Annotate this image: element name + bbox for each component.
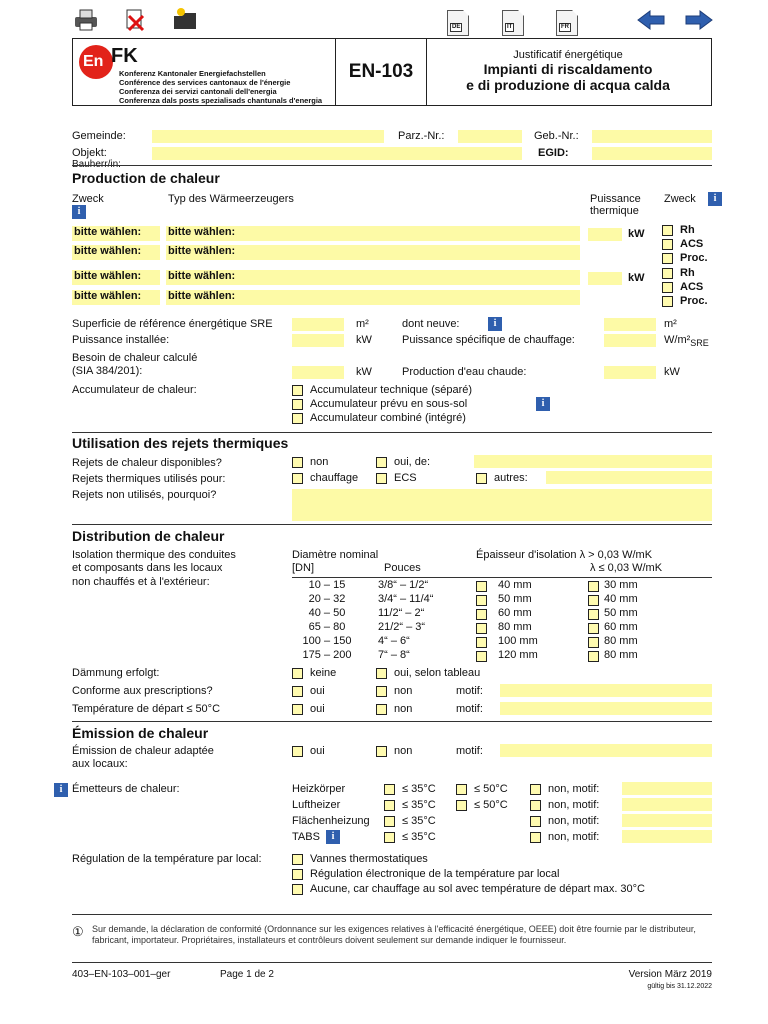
commune-label: Gemeinde:: [72, 130, 126, 142]
thickness-checkbox[interactable]: [476, 651, 487, 662]
insulation-label: Isolation thermique des conduites: [72, 549, 236, 561]
waste-heat-available-label: Rejets de chaleur disponibles?: [72, 457, 222, 469]
emitter-name: Heizkörper: [292, 783, 346, 795]
cell-thickness: 60 mm: [604, 621, 638, 633]
building-input[interactable]: [592, 130, 712, 143]
purpose-checkbox[interactable]: [662, 225, 673, 236]
egid-label: EGID:: [538, 147, 569, 159]
option-label: non: [394, 685, 413, 697]
flow-temp-no-checkbox[interactable]: [376, 704, 387, 715]
purpose-checkbox[interactable]: [662, 239, 673, 250]
power-input[interactable]: [588, 272, 622, 285]
emitter-name: Luftheizer: [292, 799, 341, 811]
thickness-checkbox[interactable]: [588, 595, 599, 606]
calc-demand-unit: kW: [356, 366, 372, 378]
usage-select[interactable]: [72, 245, 160, 260]
cell-thickness: 40 mm: [498, 579, 532, 591]
calc-demand-label: Besoin de chaleur calculé: [72, 352, 198, 364]
col-power-label: Puissance thermique: [590, 193, 641, 217]
option-label: non: [310, 456, 329, 468]
emitter-no-checkbox[interactable]: [530, 832, 541, 843]
power-unit: kW: [628, 228, 645, 240]
usage-select[interactable]: [72, 290, 160, 305]
object-label: Objekt:: [72, 147, 107, 159]
hotwater-input[interactable]: [604, 366, 656, 379]
compliance-no-checkbox[interactable]: [376, 686, 387, 697]
divider: [72, 432, 712, 433]
org-line-it: Conferenza dei servizi cantonali dell'energia: [119, 87, 277, 96]
col-nominal-label: Diamètre nominal [DN]: [292, 549, 379, 574]
option-label: keine: [310, 667, 337, 679]
used-other-checkbox[interactable]: [476, 473, 487, 484]
info-icon[interactable]: i: [72, 205, 86, 219]
purpose-checkbox[interactable]: [662, 253, 673, 264]
logo-fk-text: FK: [111, 45, 138, 67]
reason-label: motif:: [456, 703, 483, 715]
org-line-rm: Conferenza dals posts spezialisads chantunals d'energia: [119, 96, 323, 105]
emitter-temp: ≤ 35°C: [402, 831, 436, 843]
table-rule: [292, 577, 712, 578]
divider: [72, 165, 712, 166]
distribution-title: Distribution de chaleur: [72, 528, 225, 544]
printer-icon: [72, 8, 100, 32]
regulation-option: Vannes thermostatiques: [310, 853, 428, 865]
calc-demand-input[interactable]: [292, 366, 344, 379]
logo-circle: [79, 45, 113, 79]
form-code-cell: [335, 39, 427, 105]
table-row: [292, 635, 712, 649]
emitter-35-checkbox[interactable]: [384, 816, 395, 827]
lang-de-label: DE: [452, 24, 461, 30]
cell-inch: 21/2“ – 3“: [378, 621, 426, 633]
emitter-50-checkbox[interactable]: [456, 784, 467, 795]
reason-label: motif:: [456, 685, 483, 697]
emitter-35-checkbox[interactable]: [384, 784, 395, 795]
table-row: [292, 579, 712, 593]
hotwater-unit: kW: [664, 366, 680, 378]
option-label: oui, selon tableau: [394, 667, 481, 679]
emitter-temp: ≤ 35°C: [402, 799, 436, 811]
cell-dn: 175 – 200: [302, 649, 352, 661]
col-inch-label: Pouces: [384, 562, 421, 574]
specific-power-unit: W/m²: [664, 334, 691, 346]
select-placeholder: bitte wählen:: [168, 226, 236, 238]
title-line1: Impianti di riscaldamento: [483, 61, 653, 77]
insulation-label: non chauffés et à l'extérieur:: [72, 576, 210, 588]
sre-label: Superficie de référence énergétique SRE: [72, 318, 273, 330]
emitter-no-checkbox[interactable]: [530, 800, 541, 811]
org-line-de: Konferenz Kantonaler Energiefachstellen: [119, 69, 266, 78]
waste-heat-source-input[interactable]: [474, 455, 712, 468]
divider: [72, 721, 712, 722]
emitter-temp: ≤ 50°C: [474, 799, 508, 811]
installed-power-label: Puissance installée:: [72, 334, 170, 346]
regulation-option: Aucune, car chauffage au sol avec température de départ max. 30°C: [310, 883, 646, 895]
select-placeholder: bitte wählen:: [74, 290, 142, 302]
waste-heat-unused-input[interactable]: [292, 489, 712, 521]
cell-dn: 100 – 150: [302, 635, 352, 647]
emitter-reason-input[interactable]: [622, 830, 712, 843]
installed-power-unit: kW: [356, 334, 372, 346]
emission-adapted-label: Émission de chaleur adaptée: [72, 745, 214, 757]
table-row: [292, 593, 712, 607]
cell-thickness: 50 mm: [498, 593, 532, 605]
purpose-label: Proc.: [680, 252, 708, 264]
waste-heat-unused-label: Rejets non utilisés, pourquoi?: [72, 489, 217, 501]
emitter-no-checkbox[interactable]: [530, 816, 541, 827]
storage-option: Accumulateur technique (séparé): [310, 384, 473, 396]
lang-it-label: IT: [507, 24, 513, 30]
purpose-checkbox[interactable]: [662, 282, 673, 293]
emitter-reason-input[interactable]: [622, 814, 712, 827]
option-label: ECS: [394, 472, 417, 484]
sre-new-unit: m²: [664, 318, 677, 330]
version-label: Version März 2019: [628, 969, 712, 980]
form-title: [425, 49, 711, 93]
title-line2: e di produzione di acqua calda: [466, 77, 670, 93]
thickness-checkbox[interactable]: [476, 609, 487, 620]
insulation-none-checkbox[interactable]: [292, 668, 303, 679]
divider: [72, 524, 712, 525]
power-unit: kW: [628, 272, 645, 284]
thickness-checkbox[interactable]: [588, 581, 599, 592]
storage-checkbox[interactable]: [292, 385, 303, 396]
option-label: chauffage: [310, 472, 359, 484]
reason-label: motif:: [456, 745, 483, 757]
sre-input[interactable]: [292, 318, 344, 331]
table-row: [292, 649, 712, 663]
object-input[interactable]: [152, 147, 522, 160]
insulation-table: [292, 579, 712, 663]
commune-input[interactable]: [152, 130, 384, 143]
save-button[interactable]: [172, 6, 198, 32]
delete-document-icon: [122, 8, 148, 32]
compliance-label: Conforme aux prescriptions?: [72, 685, 213, 697]
flow-temp-reason-input[interactable]: [500, 702, 712, 715]
emitters-label: Émetteurs de chaleur:: [72, 783, 180, 795]
cell-inch: 3/4“ – 11/4“: [378, 593, 434, 605]
select-placeholder: bitte wählen:: [74, 270, 142, 282]
info-icon[interactable]: i: [536, 397, 550, 411]
thickness-checkbox[interactable]: [588, 609, 599, 620]
thickness-checkbox[interactable]: [588, 623, 599, 634]
regulation-option: Régulation électronique de la température par local: [310, 868, 560, 880]
option-label: non: [394, 703, 413, 715]
sre-unit: m²: [356, 318, 369, 330]
emitter-name: TABS: [292, 831, 320, 843]
form-code: EN-103: [348, 61, 414, 82]
emitter-temp: ≤ 50°C: [474, 783, 508, 795]
org-names: [119, 69, 322, 105]
cell-inch: 3/8“ – 1/2“: [378, 579, 429, 591]
regulation-checkbox[interactable]: [292, 884, 303, 895]
purpose-checkbox[interactable]: [662, 268, 673, 279]
cell-thickness: 120 mm: [498, 649, 538, 661]
cell-thickness: 30 mm: [604, 579, 638, 591]
validity-label: gültig bis 31.12.2022: [647, 983, 712, 990]
compliance-yes-checkbox[interactable]: [292, 686, 303, 697]
select-placeholder: bitte wählen:: [74, 245, 142, 257]
cell-inch: 7“ – 8“: [378, 649, 410, 661]
purpose-label: Rh: [680, 224, 695, 236]
power-input[interactable]: [588, 228, 622, 241]
form-id: 403–EN-103–001–ger: [72, 969, 171, 980]
header-box: [72, 38, 712, 106]
emitter-temp: ≤ 35°C: [402, 815, 436, 827]
info-icon[interactable]: i: [708, 192, 722, 206]
col-purpose-label: Zweck: [664, 193, 696, 205]
option-label: oui: [310, 685, 325, 697]
waste-heat-yes-checkbox[interactable]: [376, 457, 387, 468]
thickness-checkbox[interactable]: [476, 581, 487, 592]
cell-inch: 4“ – 6“: [378, 635, 410, 647]
emitter-reason-label: non, motif:: [548, 799, 600, 811]
waste-heat-title: Utilisation des rejets thermiques: [72, 435, 289, 451]
insulation-done-label: Dämmung erfolgt:: [72, 667, 160, 679]
parcel-label: Parz.-Nr.:: [398, 130, 445, 142]
divider: [72, 914, 712, 915]
flow-temp-label: Température de départ ≤ 50°C: [72, 703, 221, 715]
building-label: Geb.-Nr.:: [534, 130, 579, 142]
select-placeholder: bitte wählen:: [168, 270, 236, 282]
col-thickness2-label: λ ≤ 0,03 W/mK: [590, 562, 663, 574]
regulation-label: Régulation de la température par local:: [72, 853, 262, 865]
generator-type-select[interactable]: [166, 290, 580, 305]
compliance-reason-input[interactable]: [500, 684, 712, 697]
regulation-checkbox[interactable]: [292, 854, 303, 865]
select-placeholder: bitte wählen:: [168, 290, 236, 302]
storage-checkbox[interactable]: [292, 413, 303, 424]
option-label: oui: [310, 745, 325, 757]
folder-icon: [172, 6, 198, 32]
title-small: Justificatif énergétique: [513, 49, 623, 61]
select-placeholder: bitte wählen:: [168, 245, 236, 257]
egid-input[interactable]: [592, 147, 712, 160]
cell-dn: 10 – 15: [308, 579, 346, 591]
table-row: [292, 621, 712, 635]
col-thickness-label: Épaisseur d'isolation λ > 0,03 W/mK: [476, 549, 653, 561]
emitter-reason-label: non, motif:: [548, 831, 600, 843]
emission-yes-checkbox[interactable]: [292, 746, 303, 757]
col-usage-label: Zweck: [72, 193, 104, 205]
cell-thickness: 80 mm: [498, 621, 532, 633]
specific-power-label: Puissance spécifique de chauffage:: [402, 334, 575, 346]
emission-title: Émission de chaleur: [72, 725, 209, 741]
emission-no-checkbox[interactable]: [376, 746, 387, 757]
emission-adapted-label: aux locaux:: [72, 758, 128, 770]
waste-heat-used-label: Rejets thermiques utilisés pour:: [72, 473, 226, 485]
footnote-text: Sur demande, la déclaration de conformité (Ordonnance sur les exigences relatives à l'efficacité énergétique, OEEE) doit être fournie par le distributeur, fabricant, importateur. Propriétaires, installateurs et contrôleurs doivent seulement sur demande indiquer le fournisseur.: [92, 924, 696, 945]
lang-it-button[interactable]: [502, 10, 524, 36]
specific-power-sub: SRE: [690, 338, 709, 349]
arrow-left-icon: [636, 10, 666, 30]
used-dhw-checkbox[interactable]: [376, 473, 387, 484]
storage-option: Accumulateur combiné (intégré): [310, 412, 466, 424]
used-other-input[interactable]: [546, 471, 712, 484]
insulation-table-checkbox[interactable]: [376, 668, 387, 679]
table-row: [292, 607, 712, 621]
purpose-label: ACS: [680, 281, 704, 293]
emitter-35-checkbox[interactable]: [384, 832, 395, 843]
clear-button[interactable]: [122, 8, 148, 32]
sre-new-label: dont neuve:: [402, 318, 460, 330]
lang-fr-label: FR: [561, 24, 569, 30]
thickness-checkbox[interactable]: [476, 637, 487, 648]
option-label: non: [394, 745, 413, 757]
cell-inch: 11/2“ – 2“: [378, 607, 425, 619]
cell-thickness: 80 mm: [604, 649, 638, 661]
calc-demand-label-sia: (SIA 384/201):: [72, 365, 143, 377]
info-icon[interactable]: i: [488, 317, 502, 331]
cell-dn: 20 – 32: [308, 593, 346, 605]
info-icon[interactable]: i: [326, 830, 340, 844]
emitter-reason-label: non, motif:: [548, 783, 600, 795]
option-label: oui, de:: [394, 456, 431, 468]
cell-dn: 40 – 50: [308, 607, 346, 619]
logo-en-text: En: [83, 53, 104, 70]
generator-type-select[interactable]: [166, 245, 580, 260]
lang-fr-button[interactable]: [556, 10, 578, 36]
emitter-reason-input[interactable]: [622, 782, 712, 795]
cell-thickness: 80 mm: [604, 635, 638, 647]
emitter-50-checkbox[interactable]: [456, 800, 467, 811]
lang-de-button[interactable]: [447, 10, 469, 36]
purpose-label: ACS: [680, 238, 704, 250]
thickness-checkbox[interactable]: [588, 651, 599, 662]
emitter-no-checkbox[interactable]: [530, 784, 541, 795]
storage-checkbox[interactable]: [292, 399, 303, 410]
flow-temp-yes-checkbox[interactable]: [292, 704, 303, 715]
emitter-name: Flächenheizung: [292, 815, 370, 827]
usage-select[interactable]: [72, 226, 160, 241]
cell-thickness: 50 mm: [604, 607, 638, 619]
installed-power-input[interactable]: [292, 334, 344, 347]
purpose-checkbox[interactable]: [662, 296, 673, 307]
hotwater-label: Production d'eau chaude:: [402, 366, 527, 378]
cell-dn: 65 – 80: [308, 621, 346, 633]
footnote-icon: ①: [72, 924, 84, 939]
select-placeholder: bitte wählen:: [74, 226, 142, 238]
regulation-checkbox[interactable]: [292, 869, 303, 880]
thickness-checkbox[interactable]: [476, 595, 487, 606]
storage-option: Accumulateur prévu en sous-sol: [310, 398, 468, 410]
purpose-label: Proc.: [680, 295, 708, 307]
specific-power-input[interactable]: [604, 334, 656, 347]
org-line-fr: Conférence des services cantonaux de l'énergie: [119, 78, 291, 87]
emission-reason-input[interactable]: [500, 744, 712, 757]
emitter-reason-label: non, motif:: [548, 815, 600, 827]
col-type-label: Typ des Wärmeerzeugers: [168, 193, 294, 205]
page-number: Page 1 de 2: [220, 969, 274, 980]
print-button[interactable]: [72, 8, 100, 32]
divider: [72, 962, 712, 963]
info-icon[interactable]: i: [54, 783, 68, 797]
sre-new-input[interactable]: [604, 318, 656, 331]
emitter-35-checkbox[interactable]: [384, 800, 395, 811]
option-label: autres:: [494, 472, 528, 484]
emitter-reason-input[interactable]: [622, 798, 712, 811]
used-heating-checkbox[interactable]: [292, 473, 303, 484]
purpose-label: Rh: [680, 267, 695, 279]
arrow-right-icon: [684, 10, 714, 30]
storage-label: Accumulateur de chaleur:: [72, 384, 197, 396]
prev-page-button[interactable]: [636, 10, 666, 33]
thickness-checkbox[interactable]: [476, 623, 487, 634]
cell-thickness: 40 mm: [604, 593, 638, 605]
cell-thickness: 100 mm: [498, 635, 538, 647]
parcel-input[interactable]: [458, 130, 522, 143]
emitter-temp: ≤ 35°C: [402, 783, 436, 795]
insulation-label: et composants dans les locaux: [72, 562, 223, 574]
usage-select[interactable]: [72, 270, 160, 285]
option-label: oui: [310, 703, 325, 715]
next-page-button[interactable]: [684, 10, 714, 33]
cell-thickness: 60 mm: [498, 607, 532, 619]
production-title: Production de chaleur: [72, 170, 220, 186]
thickness-checkbox[interactable]: [588, 637, 599, 648]
generator-type-select[interactable]: [166, 270, 580, 285]
generator-type-select[interactable]: [166, 226, 580, 241]
waste-heat-no-checkbox[interactable]: [292, 457, 303, 468]
